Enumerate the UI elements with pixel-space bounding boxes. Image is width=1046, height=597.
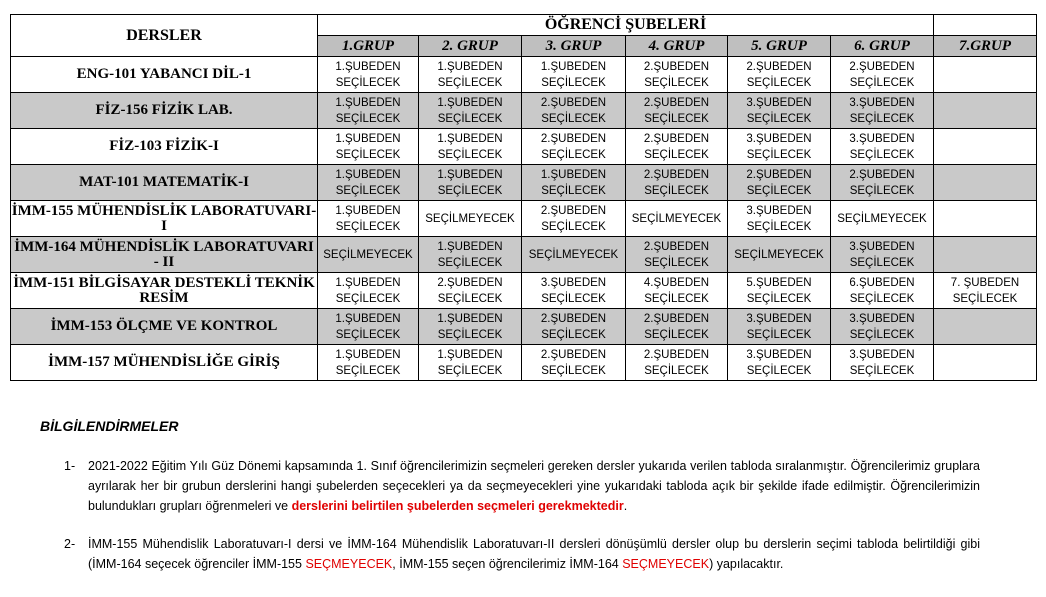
- info-title: BİLGİLENDİRMELER: [40, 418, 179, 434]
- table-row: [11, 309, 1037, 345]
- info-item-1: [40, 456, 980, 516]
- section-cell: 1.ŞUBEDEN SEÇİLECEK: [318, 129, 419, 165]
- table-row: [11, 165, 1037, 201]
- section-cell: [934, 165, 1037, 201]
- dersler-header: DERSLER: [11, 15, 318, 57]
- section-cell: 2.ŞUBEDEN SEÇİLECEK: [831, 165, 934, 201]
- info-text-part: .: [623, 499, 628, 513]
- course-name: FİZ-103 FİZİK-I: [11, 129, 318, 165]
- group-header-4: 4. GRUP: [626, 36, 728, 57]
- section-cell: 1.ŞUBEDEN SEÇİLECEK: [419, 309, 522, 345]
- info-highlight: derslerini belirtilen şubelerden seçmeleri gerekmektedir: [291, 499, 624, 513]
- section-cell: 1.ŞUBEDEN SEÇİLECEK: [419, 93, 522, 129]
- section-cell: SEÇİLMEYECEK: [522, 237, 626, 273]
- group-header-3: 3. GRUP: [522, 36, 626, 57]
- section-cell: 1.ŞUBEDEN SEÇİLECEK: [419, 165, 522, 201]
- course-name: FİZ-156 FİZİK LAB.: [11, 93, 318, 129]
- info-highlight: SEÇMEYECEK: [622, 557, 710, 571]
- section-cell: 2.ŞUBEDEN SEÇİLECEK: [626, 345, 728, 381]
- info-highlight: SEÇMEYECEK: [305, 557, 393, 571]
- section-cell: 1.ŞUBEDEN SEÇİLECEK: [522, 57, 626, 93]
- course-name: İMM-151 BİLGİSAYAR DESTEKLİ TEKNİK RESİM: [11, 273, 318, 309]
- section-cell: 2.ŞUBEDEN SEÇİLECEK: [626, 57, 728, 93]
- info-text-part: İMM-155 Mühendislik Laboratuvarı-I dersi ve İMM-164 Mühendislik Laboratuvarı-II dersleri dönüşümlü dersler olup bu derslerin seçimi tabloda belirtildiği gibi (İMM-164 seçecek öğrenciler İMM-155: [88, 537, 980, 571]
- info-item-number: 1-: [64, 459, 76, 473]
- course-name: İMM-153 ÖLÇME VE KONTROL: [11, 309, 318, 345]
- section-cell: [934, 57, 1037, 93]
- section-cell: [934, 93, 1037, 129]
- course-name: ENG-101 YABANCI DİL-1: [11, 57, 318, 93]
- section-cell: 1.ŞUBEDEN SEÇİLECEK: [318, 57, 419, 93]
- section-cell: 3.ŞUBEDEN SEÇİLECEK: [728, 93, 831, 129]
- info-text-part: ) yapılacaktır.: [709, 557, 784, 571]
- table-row: [11, 57, 1037, 93]
- section-cell: 3.ŞUBEDEN SEÇİLECEK: [831, 309, 934, 345]
- info-item-2: [40, 534, 980, 574]
- section-cell: 2.ŞUBEDEN SEÇİLECEK: [522, 201, 626, 237]
- group-header-7: 7.GRUP: [934, 36, 1037, 57]
- group-header-2: 2. GRUP: [419, 36, 522, 57]
- group-header-6: 6. GRUP: [831, 36, 934, 57]
- section-cell: 2.ŞUBEDEN SEÇİLECEK: [831, 57, 934, 93]
- section-cell: 2.ŞUBEDEN SEÇİLECEK: [522, 309, 626, 345]
- section-cell: 1.ŞUBEDEN SEÇİLECEK: [318, 201, 419, 237]
- group-header-1: 1.GRUP: [318, 36, 419, 57]
- section-cell: 1.ŞUBEDEN SEÇİLECEK: [318, 273, 419, 309]
- course-name: İMM-155 MÜHENDİSLİK LABORATUVARI-I: [11, 201, 318, 237]
- section-cell: 3.ŞUBEDEN SEÇİLECEK: [522, 273, 626, 309]
- info-item-text: [88, 534, 980, 574]
- info-item-number: 2-: [64, 537, 76, 551]
- course-name: İMM-164 MÜHENDİSLİK LABORATUVARI - II: [11, 237, 318, 273]
- course-name: İMM-157 MÜHENDİSLİĞE GİRİŞ: [11, 345, 318, 381]
- table-body: [11, 57, 1037, 381]
- table-row: [11, 201, 1037, 237]
- table-row: [11, 273, 1037, 309]
- table-row: [11, 237, 1037, 273]
- section-cell: SEÇİLMEYECEK: [419, 201, 522, 237]
- section-cell: 2.ŞUBEDEN SEÇİLECEK: [626, 129, 728, 165]
- section-cell: SEÇİLMEYECEK: [318, 237, 419, 273]
- section-cell: 3.ŞUBEDEN SEÇİLECEK: [831, 345, 934, 381]
- table-row: [11, 129, 1037, 165]
- section-cell: 2.ŞUBEDEN SEÇİLECEK: [728, 57, 831, 93]
- section-cell: SEÇİLMEYECEK: [626, 201, 728, 237]
- section-cell: [934, 129, 1037, 165]
- section-cell: 5.ŞUBEDEN SEÇİLECEK: [728, 273, 831, 309]
- section-cell: 2.ŞUBEDEN SEÇİLECEK: [522, 345, 626, 381]
- section-cell: 1.ŞUBEDEN SEÇİLECEK: [318, 345, 419, 381]
- section-cell: 1.ŞUBEDEN SEÇİLECEK: [318, 309, 419, 345]
- section-cell: 3.ŞUBEDEN SEÇİLECEK: [831, 129, 934, 165]
- section-cell: [934, 201, 1037, 237]
- section-cell: 3.ŞUBEDEN SEÇİLECEK: [831, 237, 934, 273]
- section-cell: 1.ŞUBEDEN SEÇİLECEK: [419, 237, 522, 273]
- section-cell: [934, 309, 1037, 345]
- section-cell: [934, 345, 1037, 381]
- section-cell: 1.ŞUBEDEN SEÇİLECEK: [318, 93, 419, 129]
- section-cell: 1.ŞUBEDEN SEÇİLECEK: [419, 57, 522, 93]
- section-cell: 3.ŞUBEDEN SEÇİLECEK: [728, 201, 831, 237]
- section-cell: 3.ŞUBEDEN SEÇİLECEK: [831, 93, 934, 129]
- section-cell: 3.ŞUBEDEN SEÇİLECEK: [728, 309, 831, 345]
- section-cell: 2.ŞUBEDEN SEÇİLECEK: [626, 165, 728, 201]
- info-text-part: , İMM-155 seçen öğrencilerimiz İMM-164: [392, 557, 623, 571]
- info-section: [40, 418, 980, 592]
- section-cell: SEÇİLMEYECEK: [831, 201, 934, 237]
- course-name: MAT-101 MATEMATİK-I: [11, 165, 318, 201]
- subeler-header: ÖĞRENCİ ŞUBELERİ: [318, 15, 934, 36]
- section-cell: [934, 237, 1037, 273]
- section-cell: SEÇİLMEYECEK: [728, 237, 831, 273]
- section-cell: 2.ŞUBEDEN SEÇİLECEK: [522, 129, 626, 165]
- section-cell: 2.ŞUBEDEN SEÇİLECEK: [626, 93, 728, 129]
- section-cell: 1.ŞUBEDEN SEÇİLECEK: [318, 165, 419, 201]
- section-cell: 7. ŞUBEDEN SEÇİLECEK: [934, 273, 1037, 309]
- info-text-part: 2021-2022 Eğitim Yılı Güz Dönemi kapsamında 1. Sınıf öğrencilerimizin seçmeleri gereken dersler yukarıda verilen tabloda sıralanmıştır. Öğrencilerimiz gruplara ayrılarak her bir grubun derslerini hangi şubelerden seçecekleri ya da seçmeyecekleri yine yukarıdaki tabloda açık bir şekilde ifade edilmiştir. Öğrencilerimizin bulundukları grupları öğrenmeleri ve: [88, 459, 980, 513]
- section-cell: 1.ŞUBEDEN SEÇİLECEK: [419, 129, 522, 165]
- table-row: [11, 93, 1037, 129]
- section-cell: 1.ŞUBEDEN SEÇİLECEK: [522, 165, 626, 201]
- section-cell: 6.ŞUBEDEN SEÇİLECEK: [831, 273, 934, 309]
- section-cell: 1.ŞUBEDEN SEÇİLECEK: [419, 345, 522, 381]
- section-cell: 2.ŞUBEDEN SEÇİLECEK: [419, 273, 522, 309]
- section-cell: 2.ŞUBEDEN SEÇİLECEK: [522, 93, 626, 129]
- section-cell: 2.ŞUBEDEN SEÇİLECEK: [626, 237, 728, 273]
- empty-header-cell: [934, 15, 1037, 36]
- section-cell: 2.ŞUBEDEN SEÇİLECEK: [626, 309, 728, 345]
- section-cell: 4.ŞUBEDEN SEÇİLECEK: [626, 273, 728, 309]
- table-row: [11, 345, 1037, 381]
- info-item-text: [88, 456, 980, 516]
- group-header-5: 5. GRUP: [728, 36, 831, 57]
- course-section-table: [10, 14, 1037, 381]
- section-cell: 3.ŞUBEDEN SEÇİLECEK: [728, 345, 831, 381]
- section-cell: 2.ŞUBEDEN SEÇİLECEK: [728, 165, 831, 201]
- section-cell: 3.ŞUBEDEN SEÇİLECEK: [728, 129, 831, 165]
